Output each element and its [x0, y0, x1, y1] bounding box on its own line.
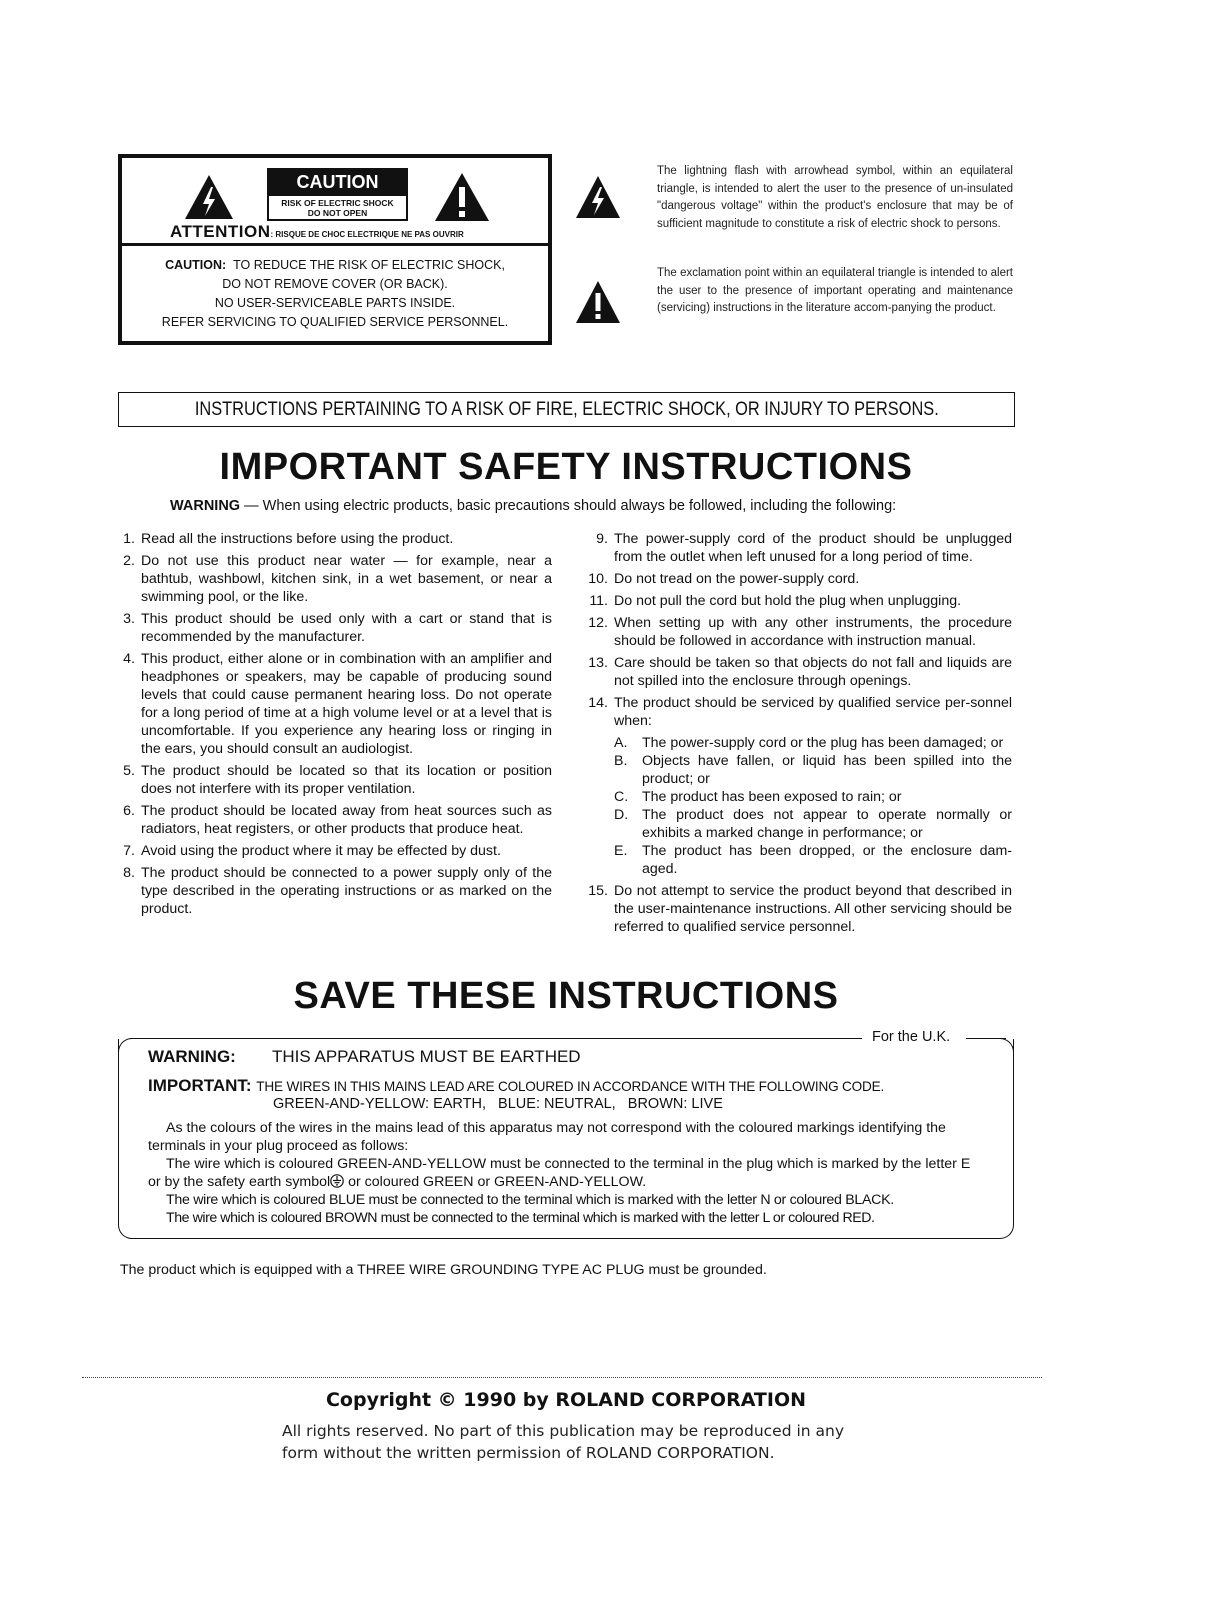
sub-item-letter: D.	[614, 807, 629, 823]
caution-label-top	[122, 158, 548, 246]
caution-line3: NO USER-SERVICEABLE PARTS INSIDE.	[214, 296, 456, 310]
uk-paragraph-1	[148, 1119, 978, 1155]
caution-sticker	[267, 168, 408, 221]
attention-word: ATTENTION	[170, 222, 271, 241]
attention-line	[170, 222, 464, 242]
footer-divider	[82, 1377, 1042, 1378]
lightning-warning-icon	[184, 174, 234, 220]
list-item	[584, 654, 1012, 690]
item-text: Avoid using the product where it may be effected by dust.	[141, 843, 501, 859]
item-text: Do not use this product near water — for example, near a bathtub, washbowl, kitchen sink, in a wet basement, or near a swimming pool, or the like.	[141, 553, 552, 605]
uk-colour-code: GREEN-AND-YELLOW: EARTH, BLUE: NEUTRAL, BROWN: LIVE	[273, 1096, 723, 1112]
sub-item-text: The product has been exposed to rain; or	[642, 789, 902, 805]
caution-prefix: CAUTION:	[165, 258, 227, 272]
item-number: 8.	[123, 865, 135, 881]
uk-paragraph-2	[148, 1155, 978, 1191]
sub-item-letter: A.	[614, 735, 628, 751]
list-item	[118, 650, 552, 758]
uk-paragraph-2-tail: or coloured GREEN or GREEN-AND-YELLOW.	[348, 1174, 647, 1190]
uk-important-label: IMPORTANT:	[148, 1076, 252, 1095]
item-number: 13.	[588, 655, 608, 671]
item-number: 11.	[589, 593, 608, 609]
item-number: 12.	[588, 615, 608, 631]
sub-item-text: The product has been dropped, or the enclosure dam-aged.	[642, 843, 1012, 877]
caution-line1: TO REDUCE THE RISK OF ELECTRIC SHOCK,	[233, 258, 505, 272]
banner-text: INSTRUCTIONS PERTAINING TO A RISK OF FIRE, ELECTRIC SHOCK, OR INJURY TO PERSONS.	[194, 398, 939, 420]
item-text: This product, either alone or in combination with an amplifier and headphones or speakers, may be capable of producing sound levels that could cause permanent hearing loss. Do not operate for a long period of time at a high volume level or at a level that is uncomfortable. If you experience any hearing loss or ringing in the ears, you should consult an audiologist.	[141, 651, 552, 757]
item-text: This product should be used only with a cart or stand that is recommended by the manufacturer.	[141, 611, 552, 645]
uk-paragraph-3-text: The wire which is coloured BLUE must be connected to the terminal which is marked with the letter N or coloured BLACK.	[166, 1192, 894, 1208]
list-item	[118, 610, 552, 646]
item-number: 7.	[123, 843, 135, 859]
item-number: 10.	[588, 571, 608, 587]
sub-item-text: The power-supply cord or the plug has been damaged; or	[642, 735, 1004, 751]
caution-line4: REFER SERVICING TO QUALIFIED SERVICE PERSONNEL.	[161, 315, 509, 329]
item-text: Do not pull the cord but hold the plug when unplugging.	[614, 593, 962, 609]
uk-paragraph-2-text: The wire which is coloured GREEN-AND-YELLOW must be connected to the terminal in the plug which is marked by the letter E or by the safety earth symbol	[148, 1156, 971, 1190]
item-number: 15.	[588, 883, 608, 899]
item-number: 14.	[588, 695, 608, 711]
caution-line2: DO NOT REMOVE COVER (OR BACK).	[222, 277, 448, 291]
sub-item-letter: B.	[614, 753, 628, 769]
rights-notice	[282, 1420, 844, 1464]
rights-line-2: form without the written permission of ROLAND CORPORATION.	[282, 1444, 775, 1462]
list-item	[584, 592, 1012, 610]
sub-item-text: Objects have fallen, or liquid has been spilled into the product; or	[642, 753, 1012, 787]
save-instructions-title: SAVE THESE INSTRUCTIONS	[293, 975, 839, 1017]
item-number: 6.	[123, 803, 135, 819]
warning-line	[170, 498, 896, 514]
uk-important	[148, 1076, 884, 1096]
list-item	[118, 530, 552, 548]
item-number: 1.	[123, 531, 135, 547]
item-text: When setting up with any other instruments, the procedure should be followed in accordance with instruction manual.	[614, 615, 1012, 649]
uk-paragraph-4	[148, 1209, 978, 1227]
item-text: The product should be connected to a power supply only of the type described in the operating instructions or as marked on the product.	[141, 865, 552, 917]
list-item	[584, 570, 1012, 588]
caution-sub-line1: RISK OF ELECTRIC SHOCK	[281, 198, 394, 208]
list-item	[584, 614, 1012, 650]
instructions-banner	[118, 392, 1015, 427]
uk-warning-text: THIS APPARATUS MUST BE EARTHED	[272, 1047, 581, 1066]
exclamation-symbol-icon	[575, 280, 621, 324]
uk-paragraph-1-text: As the colours of the wires in the mains lead of this apparatus may not correspond with the coloured markings identifying the terminals in your plug proceed as follows:	[148, 1120, 946, 1154]
item-text: The product should be located so that its location or position does not interfere with its proper ventilation.	[141, 763, 552, 797]
lightning-symbol-icon	[575, 175, 621, 219]
page-title: IMPORTANT SAFETY INSTRUCTIONS	[219, 446, 913, 488]
list-item	[118, 762, 552, 798]
list-item	[118, 802, 552, 838]
list-item	[118, 552, 552, 606]
item-text: Do not attempt to service the product beyond that described in the user-maintenance instructions. All other servicing should be referred to qualified service personnel.	[614, 883, 1012, 935]
uk-important-text: THE WIRES IN THIS MAINS LEAD ARE COLOURED IN ACCORDANCE WITH THE FOLLOWING CODE.	[256, 1079, 885, 1094]
sub-item-letter: C.	[614, 789, 629, 805]
uk-paragraph-4-text: The wire which is coloured BROWN must be connected to the terminal which is marked with the letter L or coloured RED.	[166, 1210, 875, 1226]
caution-label-box	[118, 154, 552, 345]
sub-list-item	[614, 842, 1012, 878]
list-item	[118, 864, 552, 918]
item-number: 3.	[123, 611, 135, 627]
uk-paragraph-3	[148, 1191, 978, 1209]
list-item	[584, 530, 1012, 566]
item-text: The power-supply cord of the product should be unplugged from the outlet when left unused for a long period of time.	[614, 531, 1012, 565]
sub-list-item	[614, 734, 1012, 752]
item-number: 9.	[596, 531, 608, 547]
sub-item-text: The product does not appear to operate normally or exhibits a marked change in performance; or	[642, 807, 1012, 841]
list-item	[584, 882, 1012, 936]
attention-french: : RISQUE DE CHOC ELECTRIQUE NE PAS OUVRIR	[270, 230, 464, 239]
uk-label: For the U.K.	[872, 1029, 951, 1045]
warning-label: WARNING	[170, 498, 241, 514]
sub-list-item	[614, 752, 1012, 788]
instructions-left-column	[118, 530, 552, 922]
sub-list-item	[614, 806, 1012, 842]
uk-warning	[148, 1047, 581, 1067]
item-text: Do not tread on the power-supply cord.	[614, 571, 860, 587]
warning-text: — When using electric products, basic precautions should always be followed, including the following:	[240, 498, 897, 514]
safety-earth-icon	[330, 1174, 344, 1188]
list-item	[118, 842, 552, 860]
lightning-symbol-description: The lightning flash with arrowhead symbol, within an equilateral triangle, is intended to alert the user to the presence of un-insulated "dangerous voltage" within the product's enclosure that may be of sufficient magnitude to constitute a risk of electric shock to persons.	[657, 165, 1013, 230]
exclamation-symbol-description: The exclamation point within an equilateral triangle is intended to alert the user to the presence of important operating and maintenance (servicing) instructions in the literature accom-panying the product.	[657, 267, 1013, 314]
caution-subtext	[269, 194, 406, 219]
caution-sub-line2: DO NOT OPEN	[307, 208, 368, 218]
grounding-note: The product which is equipped with a THREE WIRE GROUNDING TYPE AC PLUG must be grounded.	[120, 1262, 767, 1278]
item-number: 4.	[123, 651, 135, 667]
uk-warning-label: WARNING:	[148, 1047, 236, 1066]
item-text: The product should be serviced by qualified service per-sonnel when:	[614, 695, 1012, 729]
list-item	[584, 694, 1012, 730]
item-number: 5.	[123, 763, 135, 779]
uk-box-top-rule	[130, 1038, 862, 1039]
item-text: Care should be taken so that objects do not fall and liquids are not spilled into the enclosure through openings.	[614, 655, 1012, 689]
item-text: Read all the instructions before using the product.	[141, 531, 454, 547]
caution-instructions	[122, 256, 548, 332]
sub-item-letter: E.	[614, 843, 628, 859]
rights-line-1: All rights reserved. No part of this publication may be reproduced in any	[282, 1422, 845, 1440]
sub-list-item	[614, 788, 1012, 806]
item-number: 2.	[123, 553, 135, 569]
item-text: The product should be located away from heat sources such as radiators, heat registers, or other products that produce heat.	[141, 803, 552, 837]
instructions-right-column	[584, 530, 1012, 940]
exclamation-warning-icon	[434, 172, 490, 222]
caution-heading: CAUTION	[269, 170, 406, 194]
copyright-line: Copyright © 1990 by ROLAND CORPORATION	[325, 1389, 807, 1411]
